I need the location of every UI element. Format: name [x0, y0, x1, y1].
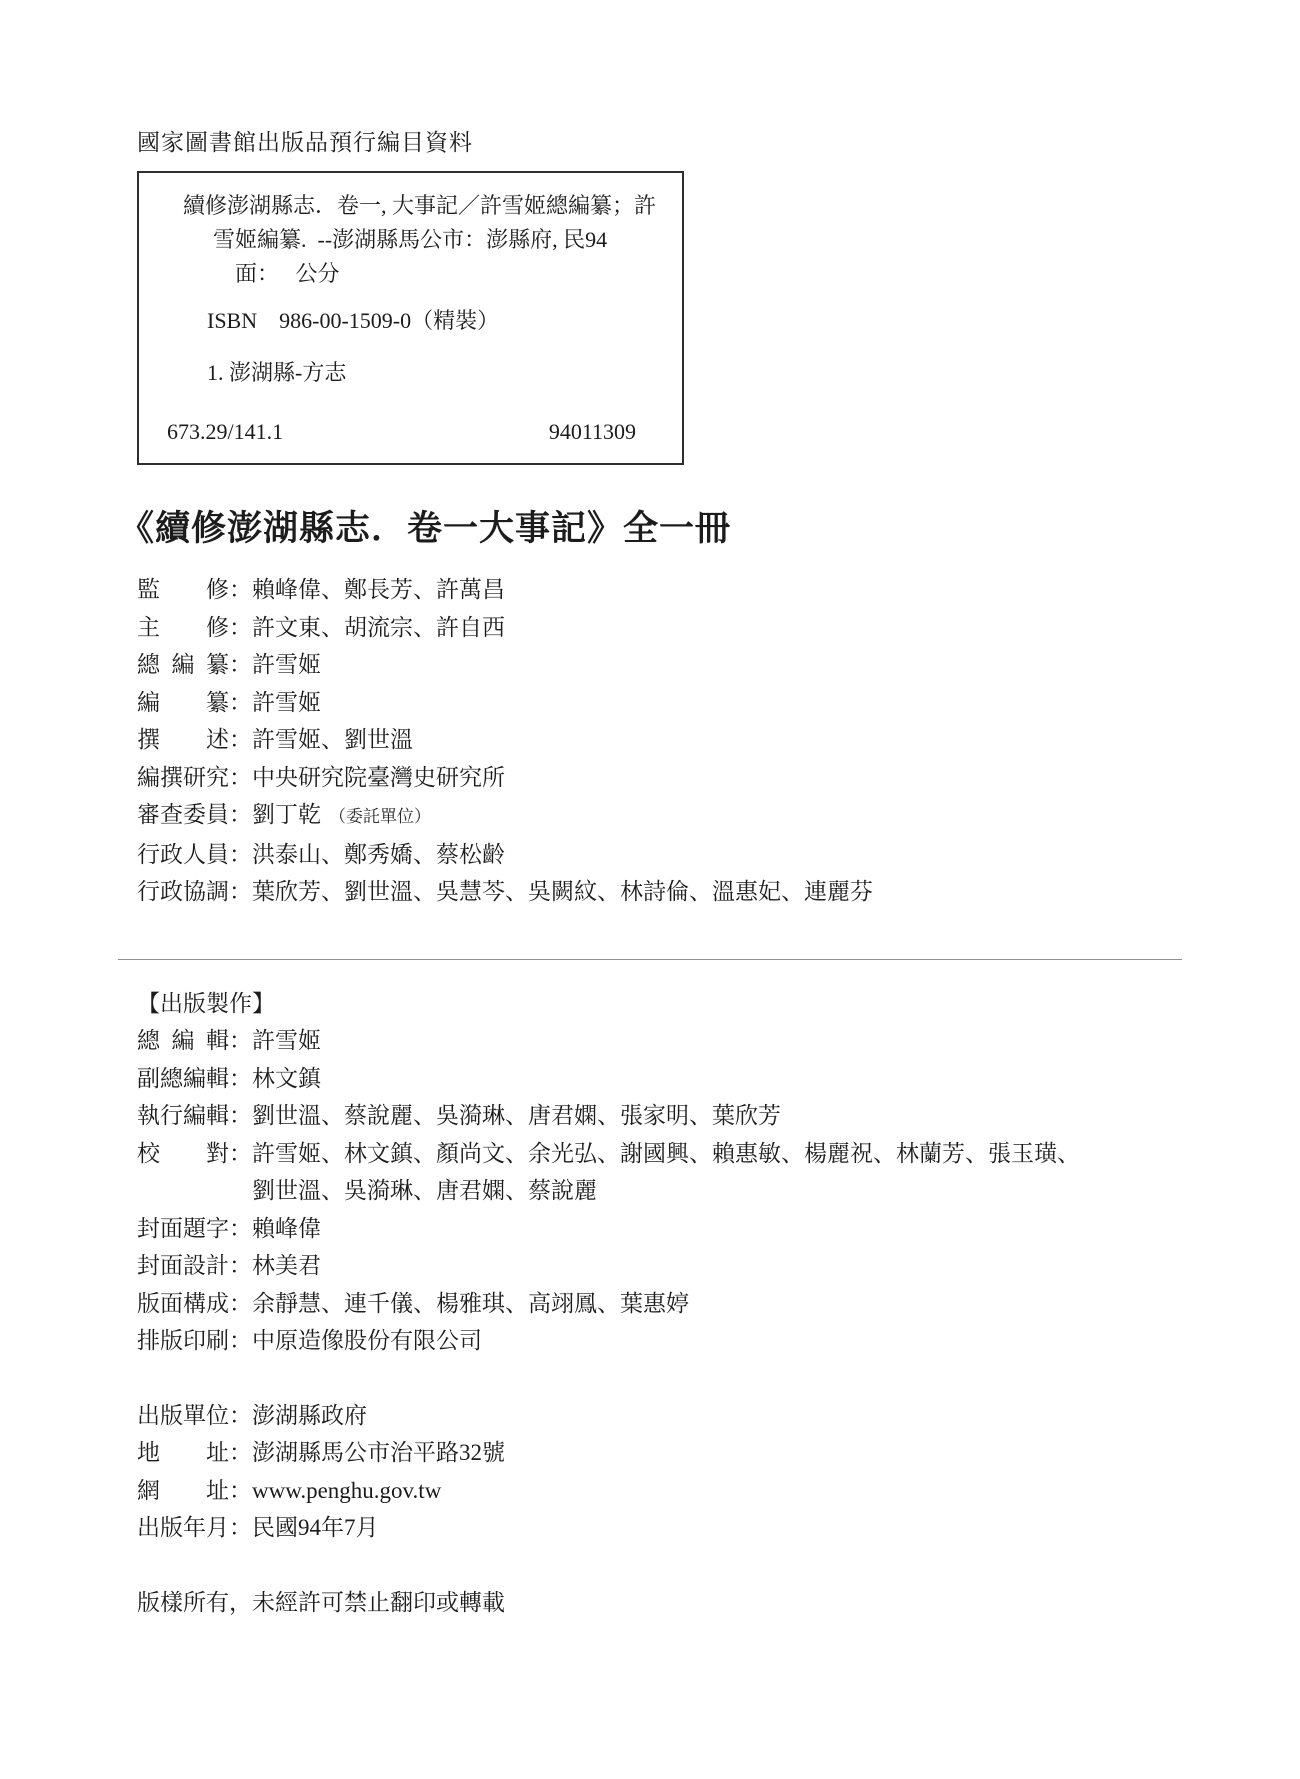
role-label: 執行編輯	[137, 1103, 229, 1128]
role-colon: ：	[229, 841, 252, 867]
role-value: 林文鎮	[252, 1065, 321, 1091]
role-label: 副總編輯	[137, 1065, 229, 1091]
role-value: 葉欣芳、劉世溫、吳慧芩、吳闕紋、林詩倫、溫惠妃、連麗芬	[252, 879, 873, 904]
role-label: 出版單位	[137, 1402, 229, 1428]
role-label: 監修	[137, 577, 229, 602]
credit-row	[137, 609, 1182, 647]
credit-row	[137, 1247, 1182, 1285]
role-value: 中原造像股份有限公司	[252, 1328, 482, 1353]
role-label: 封面設計	[137, 1253, 229, 1278]
role-value: 民國94年7月	[252, 1515, 379, 1540]
copyright-notice: 版樣所有，未經許可禁止翻印或轉載	[137, 1589, 505, 1615]
production-section-title: 【出版製作】	[137, 990, 275, 1016]
credit-row	[137, 1322, 1182, 1360]
role-value: 洪泰山、鄭秀嬌、蔡松齡	[252, 841, 505, 867]
role-colon: ：	[229, 1402, 252, 1428]
role-value: 余靜慧、連千儀、楊雅琪、高翊鳳、葉惠婷	[252, 1290, 689, 1316]
role-label: 總編纂	[137, 652, 229, 677]
role-value: 劉世溫、蔡說麗、吳漪琳、唐君嫻、張家明、葉欣芳	[252, 1103, 781, 1128]
role-value: 林美君	[252, 1253, 321, 1278]
cip-subject-line: 1. 澎湖縣-方志	[207, 360, 347, 385]
publisher-list	[137, 1397, 1182, 1547]
role-value: 許雪姬、劉世溫	[252, 727, 413, 752]
role-value: 中央研究院臺灣史研究所	[252, 764, 505, 790]
role-colon: ：	[229, 1253, 252, 1278]
credit-row	[137, 1135, 1182, 1173]
cip-isbn-line: ISBN 986-00-1509-0（精裝）	[207, 308, 500, 333]
credit-row-continuation: 劉世溫、吳漪琳、唐君嫻、蔡說麗	[252, 1178, 597, 1203]
role-colon: ：	[229, 1065, 252, 1091]
role-label: 行政人員	[137, 841, 229, 867]
role-colon: ：	[229, 764, 252, 790]
role-colon: ：	[229, 802, 252, 827]
cip-title-line-2: 雪姬編纂. --澎湖縣馬公市：澎縣府, 民94	[213, 227, 608, 252]
role-note: （委託單位）	[329, 807, 431, 826]
role-colon: ：	[229, 577, 252, 602]
credit-row	[137, 571, 1182, 609]
cip-box	[137, 171, 684, 465]
credit-row	[137, 796, 1182, 836]
credits-list	[137, 571, 1182, 911]
cip-format-line: 面： 公分	[235, 261, 340, 286]
role-label: 編纂	[137, 689, 229, 715]
role-label: 網址	[137, 1477, 229, 1503]
role-colon: ：	[229, 1103, 252, 1128]
role-colon: ：	[229, 614, 252, 640]
credit-row	[137, 1397, 1182, 1435]
credit-row	[137, 721, 1182, 759]
role-value: 澎湖縣馬公市治平路32號	[252, 1440, 505, 1465]
role-label: 編撰研究	[137, 764, 229, 790]
credit-row	[137, 1097, 1182, 1135]
role-value: www.penghu.gov.tw	[252, 1477, 442, 1503]
credit-row	[137, 1509, 1182, 1547]
role-colon: ：	[229, 652, 252, 677]
cip-call-number: 673.29/141.1	[167, 419, 284, 444]
role-colon: ：	[229, 1440, 252, 1465]
cip-header: 國家圖書館出版品預行編目資料	[137, 130, 473, 155]
role-label: 行政協調	[137, 879, 229, 904]
production-list	[137, 1022, 1182, 1360]
role-value: 許雪姬、林文鎮、顏尚文、余光弘、謝國興、賴惠敏、楊麗祝、林蘭芳、張玉璜、	[252, 1140, 1080, 1166]
role-colon: ：	[229, 689, 252, 715]
role-colon: ：	[229, 1140, 252, 1166]
credit-row	[137, 1210, 1182, 1248]
section-divider	[118, 959, 1182, 960]
role-colon: ：	[229, 879, 252, 904]
role-label: 總編輯	[137, 1028, 229, 1053]
role-colon: ：	[229, 1290, 252, 1316]
role-label: 撰述	[137, 727, 229, 752]
credit-row	[137, 646, 1182, 684]
role-colon: ：	[229, 1028, 252, 1053]
role-value: 許雪姬	[252, 1028, 321, 1053]
credit-row	[137, 1434, 1182, 1472]
role-colon: ：	[229, 1215, 252, 1241]
role-label: 排版印刷	[137, 1328, 229, 1353]
cip-record-number: 94011309	[548, 419, 636, 444]
role-label: 審查委員	[137, 802, 229, 827]
role-value: 賴峰偉、鄭長芳、許萬昌	[252, 577, 505, 602]
role-value: 許文東、胡流宗、許自西	[252, 614, 505, 640]
credit-row	[137, 1060, 1182, 1098]
cip-title-line-1: 續修澎湖縣志．卷一, 大事記／許雪姬總編纂；許	[183, 193, 657, 218]
credit-row	[137, 1472, 1182, 1510]
role-label: 封面題字	[137, 1215, 229, 1241]
role-colon: ：	[229, 1477, 252, 1503]
role-value: 劉丁乾	[252, 802, 321, 827]
role-label: 校對	[137, 1140, 229, 1166]
role-label: 主修	[137, 614, 229, 640]
role-label: 版面構成	[137, 1290, 229, 1316]
cip-bottom-row	[163, 415, 658, 449]
role-value: 許雪姬	[252, 689, 321, 715]
role-label: 地址	[137, 1440, 229, 1465]
book-title: 《續修澎湖縣志．卷一大事記》全一冊	[119, 509, 732, 548]
credit-row	[137, 1285, 1182, 1323]
role-value: 許雪姬	[252, 652, 321, 677]
role-colon: ：	[229, 1515, 252, 1540]
credit-row	[137, 684, 1182, 722]
role-colon: ：	[229, 727, 252, 752]
role-colon: ：	[229, 1328, 252, 1353]
role-label: 出版年月	[137, 1515, 229, 1540]
credit-row	[137, 1022, 1182, 1060]
credit-row	[137, 759, 1182, 797]
credit-row	[137, 873, 1182, 911]
role-value: 賴峰偉	[252, 1215, 321, 1241]
credit-row	[137, 836, 1182, 874]
role-value: 澎湖縣政府	[252, 1402, 367, 1428]
